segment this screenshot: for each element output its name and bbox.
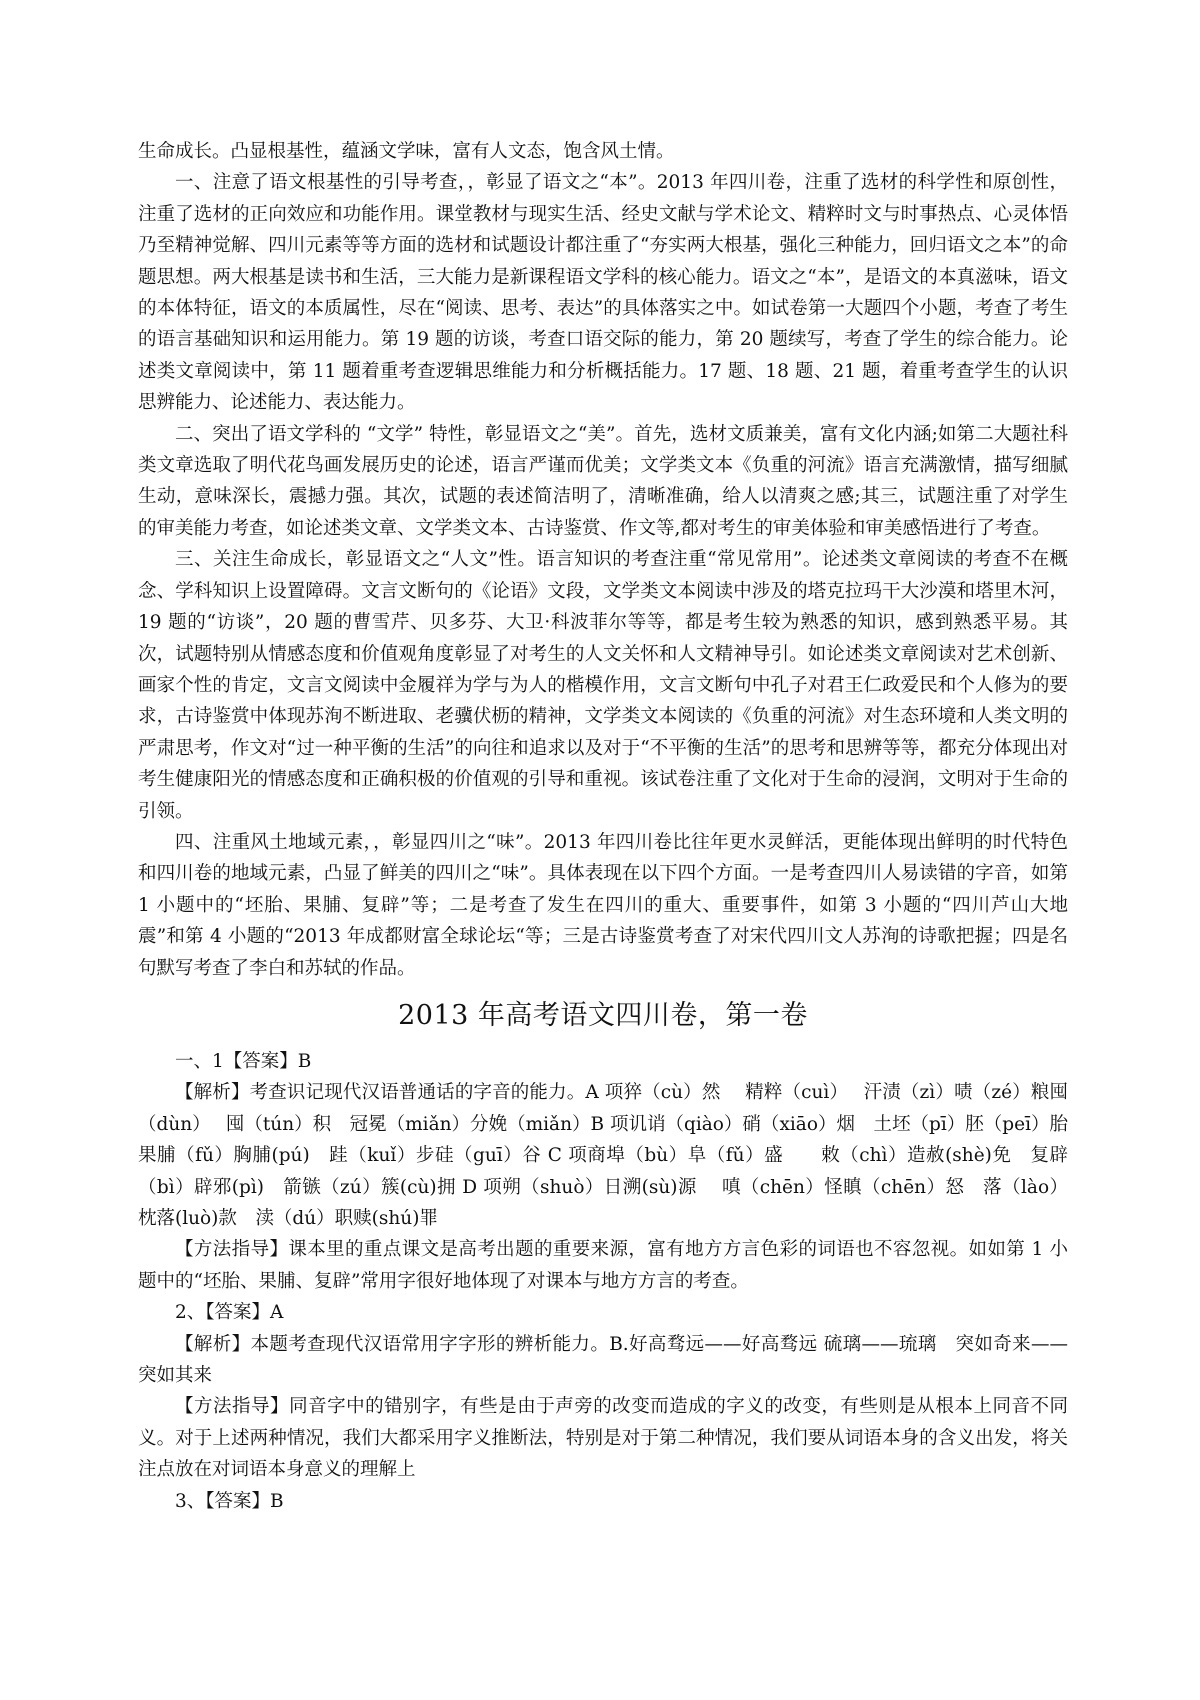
intro-point-one: 一、注意了语文根基性的引导考查，，彰显了语文之“本”。2013 年四川卷，注重了选材的科学性和原创性，注重了选材的正向效应和功能作用。课堂教材与现实生活、经史文献与学术论文、精粹时文与时事热点、心灵体悟乃至精神觉解、四川元素等等方面的选材和试题设计都注重了“夯实两大根基，强化三种能力，回归语文之本”的命题思想。两大根基是读书和生活，三大能力是新课程语文学科的核心能力。语文之“本”，是语文的本真滋味，语文的本体特征，语文的本质属性，尽在“阅读、思考、表达”的具体落实之中。如试卷第一大题四个小题，考查了考生的语言基础知识和运用能力。第 19 题的访谈，考查口语交际的能力，第 20 题续写，考查了学生的综合能力。论述类文章阅读中，第 11 题着重考查逻辑思维能力和分析概括能力。17 题、18 题、21 题，着重考查学生的认识思辨能力、论述能力、表达能力。	[138, 172, 1068, 414]
intro-paragraph-continued: 生命成长。凸显根基性，蕴涵文学味，富有人文态，饱含风土情。	[138, 141, 675, 162]
intro-point-four: 四、注重风土地域元素，，彰显四川之“味”。2013 年四川卷比往年更水灵鲜活，更能体现出鲜明的时代特色和四川卷的地域元素，凸显了鲜美的四川之“味”。具体表现在以下四个方面。一是考查四川人易读错的字音，如第 1 小题中的“坯胎、果脯、复辟”等；二是考查了发生在四川的重大、重要事件，如第 3 小题的“四川芦山大地震”和第 4 小题的“2013 年成都财富全球论坛“等；三是古诗鉴赏考查了对宋代四川文人苏洵的诗歌把握；四是名句默写考查了李白和苏轼的作品。	[138, 831, 1068, 979]
question-1-method: 【方法指导】课本里的重点课文是高考出题的重要来源，富有地方方言色彩的词语也不容忽视。如如第 1 小题中的“坯胎、果脯、复辟”常用字很好地体现了对课本与地方方言的考查。	[138, 1239, 1068, 1292]
question-3-answer: 3、【答案】B	[175, 1490, 284, 1512]
section-title: 2013 年高考语文四川卷，第一卷	[398, 999, 808, 1031]
intro-point-two: 二、突出了语文学科的 “文学” 特性，彰显语文之“美”。首先，选材文质兼美，富有文化内涵;如第二大题社科类文章选取了明代花鸟画发展历史的论述，语言严谨而优美；文学类文本《负重的河流》语言充满激情，描写细腻生动，意味深长，震撼力强。其次，试题的表述简洁明了，清晰准确，给人以清爽之感;其三，试题注重了对学生的审美能力考查，如论述类文章、文学类文本、古诗鉴赏、作文等,都对考生的审美体验和审美感悟进行了考查。	[138, 423, 1068, 539]
question-1-analysis: 【解析】考查识记现代汉语普通话的字音的能力。A 项猝（cù）然 精粹（cuì） 汗渍（zì）啧（zé）粮囤（dùn） 囤（tún）积 冠冕（miǎn）分娩（miǎn）B 项讥诮（qiào）硝（xiāo）烟 土坯（pī）胚（peī）胎 果脯（fǔ）胸脯(pú) 跬（kuǐ）步硅（guī）谷 C 项商埠（bù）阜（fǔ）盛 敕（chì）造赦(shè)免 复辟（bì）辟邪(pì) 箭镞（zú）簇(cù)拥 D 项朔（shuò）日溯(sù)源 嗔（chēn）怪瞋（chēn）怒 落（lào）枕落(luò)款 渎（dú）职赎(shú)罪	[138, 1082, 1087, 1229]
question-1-answer: 一、1【答案】B	[175, 1050, 312, 1072]
document-page	[138, 136, 1087, 1517]
question-2-method: 【方法指导】同音字中的错别字，有些是由于声旁的改变而造成的字义的改变，有些则是从根本上同音不同义。对于上述两种情况，我们大都采用字义推断法，特别是对于第二种情况，我们要从词语本身的含义出发，将关注点放在对词语本身意义的理解上	[138, 1396, 1068, 1481]
question-2-answer: 2、【答案】A	[175, 1302, 284, 1324]
intro-point-three: 三、关注生命成长，彰显语文之“人文”性。语言知识的考查注重“常见常用”。论述类文章阅读的考查不在概念、学科知识上设置障碍。文言文断句的《论语》文段，文学类文本阅读中涉及的塔克拉玛干大沙漠和塔里木河，19 题的“访谈”，20 题的曹雪芹、贝多芬、大卫·科波菲尔等等，都是考生较为熟悉的知识，感到熟悉平易。其次，试题特别从情感态度和价值观角度彰显了对考生的人文关怀和人文精神导引。如论述类文章阅读对艺术创新、画家个性的肯定，文言文阅读中金履祥为学与为人的楷模作用，文言文断句中孔子对君王仁政爱民和个人修为的要求，古诗鉴赏中体现苏洵不断进取、老骥伏枥的精神，文学类文本阅读的《负重的河流》对生态环境和人类文明的严肃思考，作文对“过一种平衡的生活”的向往和追求以及对于“不平衡的生活”的思考和思辨等等，都充分体现出对考生健康阳光的情感态度和正确积极的价值观的引导和重视。该试卷注重了文化对于生命的浸润，文明对于生命的引领。	[138, 549, 1068, 822]
question-2-analysis: 【解析】本题考查现代汉语常用字字形的辨析能力。B.好高骛远——好高骛远 硫璃——琉璃 突如奇来——突如其来	[138, 1333, 1068, 1387]
